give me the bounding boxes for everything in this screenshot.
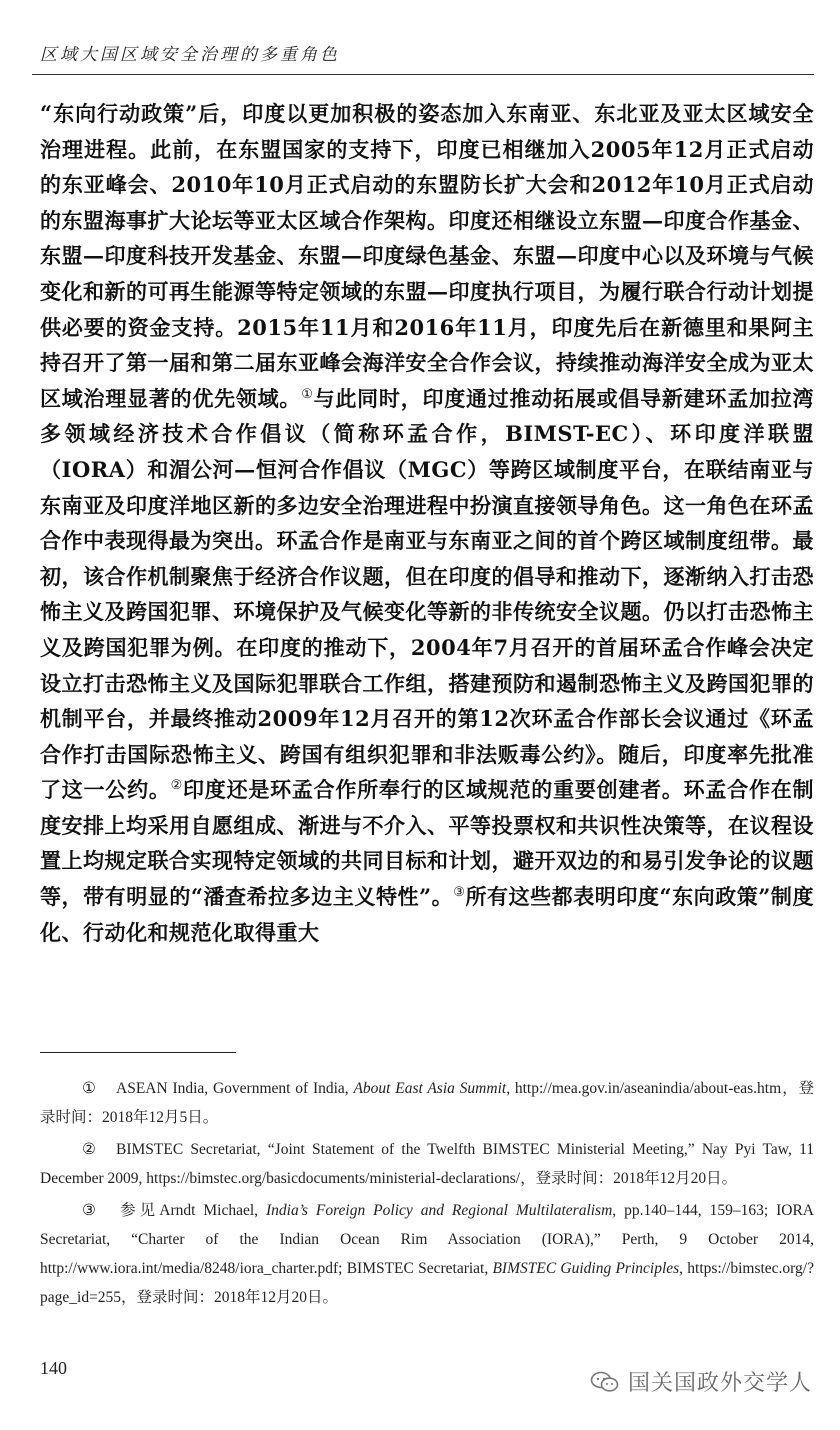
footnotes — [40, 1074, 814, 1315]
footnote-text: , https://bimstec.org/?page_id=255，登录时间：2018年12月20日。 — [40, 1260, 814, 1306]
wechat-icon — [590, 1370, 620, 1394]
watermark — [590, 1366, 812, 1397]
footnote-title: About East Asia Summit — [353, 1080, 507, 1097]
footnote-ref-1[interactable]: ① — [301, 386, 314, 402]
footnote-ref-2[interactable]: ② — [170, 778, 184, 794]
footnote-rule — [40, 1052, 236, 1053]
footnote-title: BIMSTEC Guiding Principles — [492, 1260, 680, 1277]
footnote-3 — [40, 1196, 814, 1312]
watermark-text: 国关国政外交学人 — [627, 1371, 812, 1396]
footnote-title: India’s Foreign Policy and Regional Multilateralism — [265, 1202, 613, 1219]
footnote-2 — [40, 1135, 814, 1193]
footnote-text: , http://mea.gov.in/aseanindia/about-eas.htm，登录时间：2018年12月5日。 — [40, 1080, 814, 1126]
footnote-text: , pp.140–144, 159–163; IORA Secretariat, “Charter of the Indian Ocean Rim Association (IORA),” Perth, 9 October 2014, http://www.iora.int/media/8248/iora_charter.pdf; BIMSTEC Secretariat, — [40, 1202, 814, 1277]
header-rule — [32, 74, 814, 75]
footnote-1 — [40, 1074, 814, 1132]
page-number: 140 — [40, 1358, 67, 1378]
body-text-part-3: 印度还是环孟合作所奉行的区域规范的重要创建者。环孟合作在制度安排上均采用自愿组成、渐进与不介入、平等投票权和共识性决策等，在议程设置上均规定联合实现特定领域的共同目标和计划，避开双边的和易引发争论的议题等，带有明显的“潘查希拉多边主义特性”。 — [40, 777, 815, 910]
body-text-part-4: 所有这些都表明印度“东向政策”制度化、行动化和规范化取得重大 — [40, 884, 814, 945]
footnote-number: ③ — [82, 1202, 96, 1219]
footnote-ref-3[interactable]: ③ — [453, 885, 466, 901]
body-text-part-2: 与此同时，印度通过推动拓展或倡导新建环孟加拉湾多领域经济技术合作倡议（简称环孟合作，BIMST-EC）、环印度洋联盟（IORA）和湄公河—恒河合作倡议（MGC）等跨区域制度平台，在联结南亚与东南亚及印度洋地区新的多边安全治理进程中扮演直接领导角色。这一角色在环孟合作中表现得最为突出。环孟合作是南亚与东南亚之间的首个跨区域制度纽带。最初，该合作机制聚焦于经济合作议题，但在印度的倡导和推动下，逐渐纳入打击恐怖主义及跨国犯罪、环境保护及气候变化等新的非传统安全议题。仍以打击恐怖主义及跨国犯罪为例。在印度的推动下，2004年7月召开的首届环孟合作峰会决定设立打击恐怖主义及国际犯罪联合工作组，搭建预防和遏制恐怖主义及跨国犯罪的机制平台，并最终推动2009年12月召开的第12次环孟合作部长会议通过《环孟合作打击国际恐怖主义、跨国有组织犯罪和非法贩毒公约》。随后，印度率先批准了这一公约。 — [40, 385, 814, 803]
footnote-text: 参见Arndt Michael, — [116, 1202, 266, 1219]
running-header: 区域大国区域安全治理的多重角色 — [40, 45, 340, 65]
footnote-number: ① — [82, 1080, 96, 1097]
body-paragraph — [40, 96, 814, 950]
body-text-part-1: “东向行动政策”后，印度以更加积极的姿态加入东南亚、东北亚及亚太区域安全治理进程。此前，在东盟国家的支持下，印度已相继加入2005年12月正式启动的东亚峰会、2010年10月正式启动的东盟防长扩大会和2012年10月正式启动的东盟海事扩大论坛等亚太区域合作架构。印度还相继设立东盟—印度合作基金、东盟—印度科技开发基金、东盟—印度绿色基金、东盟—印度中心以及环境与气候变化和新的可再生能源等特定领域的东盟—印度执行项目，为履行联合行动计划提供必要的资金支持。2015年11月和2016年11月，印度先后在新德里和果阿主持召开了第一届和第二届东亚峰会海洋安全合作会议，持续推动海洋安全成为亚太区域治理显著的优先领域。 — [40, 101, 814, 411]
footnote-text: BIMSTEC Secretariat, “Joint Statement of the Twelfth BIMSTEC Ministerial Meeting,” Nay Pyi Taw, 11 December 2009, https://bimstec.org/basicdocuments/ministerial-declarations/，登录时间：2018年12月20日。 — [40, 1141, 814, 1187]
footnote-number: ② — [82, 1141, 96, 1158]
footnote-text: ASEAN India, Government of India, — [116, 1080, 354, 1097]
